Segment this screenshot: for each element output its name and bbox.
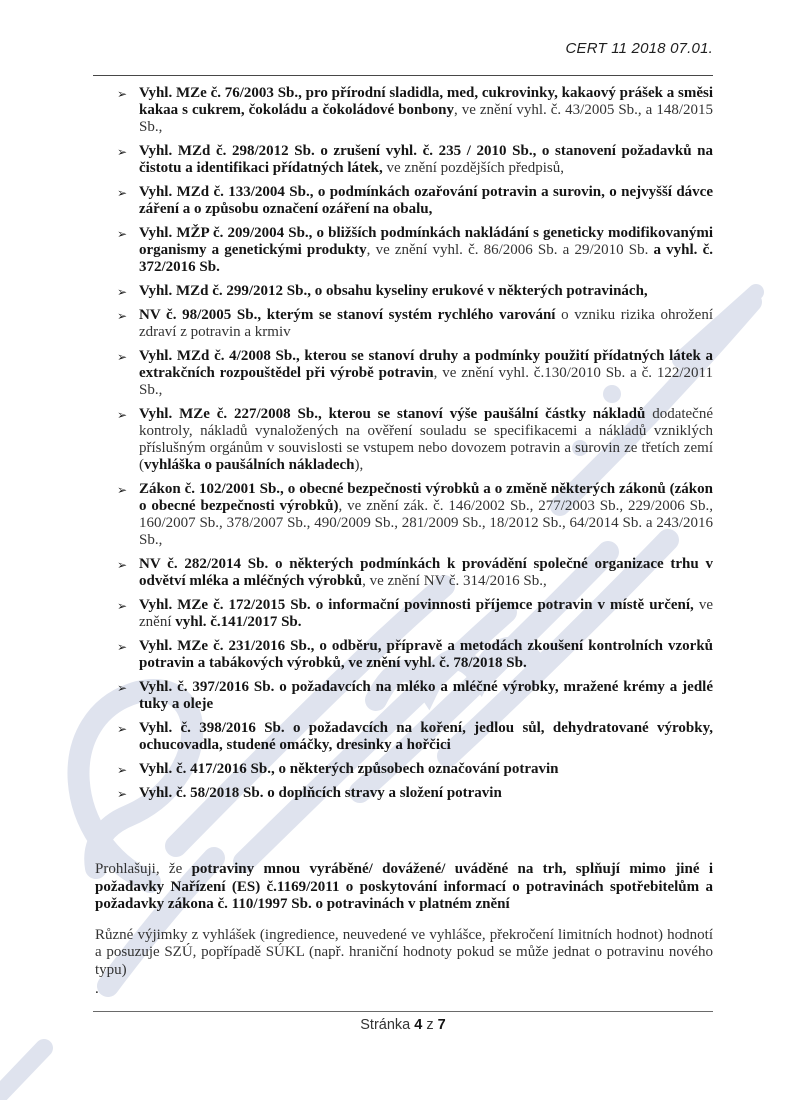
text-run: Vyhl. č. 398/2016 Sb. o požadavcích na koření, jedlou sůl, dehydratované výrobky, ochucovadla, studené omáčky, dresinky a hořčici bbox=[139, 720, 713, 753]
footer-rule bbox=[93, 1011, 713, 1012]
regulation-item bbox=[117, 225, 713, 276]
arrow-bullet-icon: ➢ bbox=[117, 408, 128, 422]
regulation-item-text bbox=[139, 225, 713, 275]
regulation-item-text bbox=[139, 283, 648, 299]
text-run: Stránka bbox=[360, 1017, 415, 1033]
arrow-bullet-icon: ➢ bbox=[117, 787, 128, 801]
regulation-item bbox=[117, 679, 713, 713]
text-run: 7 bbox=[437, 1017, 446, 1033]
text-run: Vyhl. MŽP č. 209/2004 Sb., o bližších podmínkách nakládání s geneticky modifikovanými organismy a genetickými produkty bbox=[139, 225, 713, 258]
text-run: 4 bbox=[414, 1017, 423, 1033]
text-run: o vzniku rizika ohrožení zdraví z potravin a krmiv bbox=[139, 307, 714, 340]
text-run: Vyhl. č. 58/2018 Sb. o doplňcích stravy a složení potravin bbox=[139, 785, 502, 801]
text-run: Vyhl. MZe č. 231/2016 Sb., o odběru, přípravě a metodách zkoušení kontrolních vzorků potravin a tabákových výrobků, ve znění vyhl. č. 78/2018 Sb. bbox=[139, 638, 713, 671]
regulation-item bbox=[117, 307, 713, 341]
regulation-item bbox=[117, 85, 713, 136]
regulation-item bbox=[117, 283, 713, 300]
arrow-bullet-icon: ➢ bbox=[117, 350, 128, 364]
text-run: Vyhl. č. 397/2016 Sb. o požadavcích na mléko a mléčné výrobky, mražené krémy a jedlé tuky a oleje bbox=[139, 679, 713, 712]
text-run: Různé výjimky z vyhlášek (ingredience, neuvedené ve vyhlášce, překročení limitních hodnot) hodnotí a posuzuje SZÚ, popřípadě SÚKL (např. hraniční hodnoty pokud se může jednat o potravinu nového typu) bbox=[95, 926, 713, 978]
text-run: Vyhl. MZe č. 227/2008 Sb., kterou se stanoví výše paušální částky nákladů bbox=[139, 406, 646, 422]
regulation-item bbox=[117, 556, 713, 590]
text-run: a vyhl. č. 372/2016 Sb. bbox=[139, 242, 713, 275]
regulation-item-text bbox=[139, 679, 713, 712]
arrow-bullet-icon: ➢ bbox=[117, 681, 128, 695]
regulation-item bbox=[117, 143, 713, 177]
regulation-item-text bbox=[139, 307, 713, 340]
text-run: vyhláška o paušálních nákladech bbox=[144, 457, 355, 473]
regulation-item-text bbox=[139, 184, 713, 217]
arrow-bullet-icon: ➢ bbox=[117, 285, 128, 299]
text-run: NV č. 282/2014 Sb. o některých podmínkách k provádění společné organizace trhu v odvětví mléka a mléčných výrobků bbox=[139, 556, 713, 589]
text-run: NV č. 98/2005 Sb., kterým se stanoví systém rychlého varování bbox=[139, 307, 556, 323]
header-rule bbox=[93, 75, 713, 76]
text-run: Vyhl. MZe č. 172/2015 Sb. o informační povinnosti příjemce potravin v místě určení, bbox=[139, 597, 694, 613]
arrow-bullet-icon: ➢ bbox=[117, 483, 128, 497]
text-run: , ve znění vyhl. č. 43/2005 Sb., a 148/2015 Sb., bbox=[139, 102, 713, 135]
regulation-item bbox=[117, 348, 713, 399]
regulation-item bbox=[117, 638, 713, 672]
regulation-item bbox=[117, 184, 713, 218]
text-run: , ve znění NV č. 314/2016 Sb., bbox=[362, 573, 547, 589]
text-run: Vyhl. MZd č. 4/2008 Sb., kterou se stanoví druhy a podmínky použití přídatných látek a extrakčních rozpouštědel při výrobě potravin bbox=[139, 348, 713, 381]
regulation-item-text bbox=[139, 348, 713, 398]
text-run: Vyhl. MZd č. 299/2012 Sb., o obsahu kyseliny erukové v některých potravinách, bbox=[139, 283, 648, 299]
arrow-bullet-icon: ➢ bbox=[117, 558, 128, 572]
text-run: ), bbox=[354, 457, 364, 473]
arrow-bullet-icon: ➢ bbox=[117, 640, 128, 654]
text-run: , ve znění zák. č. 146/2002 Sb., 277/2003 Sb., 229/2006 Sb., 160/2007 Sb., 378/2007 Sb., 490/2009 Sb., 281/2009 Sb., 18/2012 Sb., 64/2014 Sb. a 243/2016 Sb., bbox=[139, 498, 713, 548]
text-run: dodatečné kontroly, nákladů vynaložených na ověření souladu se specifikacemi a nákladů vzniklých příslušným orgánům v souvislosti se vstupem nebo dovozem potravin a surovin ze třetích zemí ( bbox=[139, 406, 713, 473]
regulation-item-text bbox=[139, 785, 502, 801]
regulation-item-text bbox=[139, 597, 713, 630]
text-run: z bbox=[422, 1017, 438, 1033]
arrow-bullet-icon: ➢ bbox=[117, 599, 128, 613]
text-run: Vyhl. MZd č. 133/2004 Sb., o podmínkách ozařování potravin a surovin, o nejvyšší dávce záření a o způsobu označení ozáření na obalu, bbox=[139, 184, 713, 217]
regulation-item-text bbox=[139, 638, 713, 671]
text-run: , ve znění vyhl. č. 86/2006 Sb. a 29/2010 Sb. bbox=[366, 242, 654, 258]
text-run: vyhl. č.141/2017 Sb. bbox=[175, 614, 302, 630]
regulation-item-text bbox=[139, 481, 713, 548]
arrow-bullet-icon: ➢ bbox=[117, 309, 128, 323]
regulation-item bbox=[117, 761, 713, 778]
text-run: Vyhl. č. 417/2016 Sb., o některých způsobech označování potravin bbox=[139, 761, 559, 777]
text-run: , ve znění vyhl. č.130/2010 Sb. a č. 122/2011 Sb., bbox=[139, 365, 713, 398]
regulation-item-text bbox=[139, 720, 713, 753]
notes-paragraph bbox=[95, 927, 713, 980]
arrow-bullet-icon: ➢ bbox=[117, 145, 128, 159]
arrow-bullet-icon: ➢ bbox=[117, 722, 128, 736]
regulation-item-text bbox=[139, 85, 713, 135]
text-run: Prohlašuji, že bbox=[95, 861, 192, 877]
text-run: Vyhl. MZd č. 298/2012 Sb. o zrušení vyhl. č. 235 / 2010 Sb., o stanovení požadavků na čistotu a identifikaci přídatných látek, bbox=[139, 143, 713, 176]
regulation-item-text bbox=[139, 556, 713, 589]
regulation-item bbox=[117, 785, 713, 802]
document-code: CERT 11 2018 07.01. bbox=[565, 40, 713, 57]
regulation-item bbox=[117, 481, 713, 549]
regulation-item bbox=[117, 597, 713, 631]
text-run: ve znění pozdějších předpisů, bbox=[382, 160, 564, 176]
text-run: Zákon č. 102/2001 Sb., o obecné bezpečnosti výrobků a o změně některých zákonů (zákon o obecné bezpečnosti výrobků) bbox=[139, 481, 713, 514]
text-run: ve znění bbox=[139, 597, 713, 630]
arrow-bullet-icon: ➢ bbox=[117, 227, 128, 241]
regulation-item-text bbox=[139, 406, 713, 473]
arrow-bullet-icon: ➢ bbox=[117, 87, 128, 101]
regulation-item-text bbox=[139, 143, 713, 176]
regulation-item bbox=[117, 406, 713, 474]
stray-period: . bbox=[95, 981, 99, 997]
arrow-bullet-icon: ➢ bbox=[117, 763, 128, 777]
text-run: potraviny mnou vyráběné/ dovážené/ uváděné na trh, splňují mimo jiné i požadavky Nařízení (ES) č.1169/2011 o poskytování informací o potravinách spotřebitelům a požadavky zákona č. 110/1997 Sb. o potravinách v platném znění bbox=[95, 861, 713, 912]
regulation-list bbox=[117, 85, 713, 809]
page-number bbox=[93, 1017, 713, 1033]
arrow-bullet-icon: ➢ bbox=[117, 186, 128, 200]
regulation-item-text bbox=[139, 761, 558, 777]
closing-text-block bbox=[95, 861, 713, 999]
declaration-paragraph bbox=[95, 861, 713, 914]
text-run: Vyhl. MZe č. 76/2003 Sb., pro přírodní sladidla, med, cukrovinky, kakaový prášek a směsi kakaa s cukrem, čokoládu a čokoládové bonbony bbox=[139, 85, 713, 118]
regulation-item bbox=[117, 720, 713, 754]
